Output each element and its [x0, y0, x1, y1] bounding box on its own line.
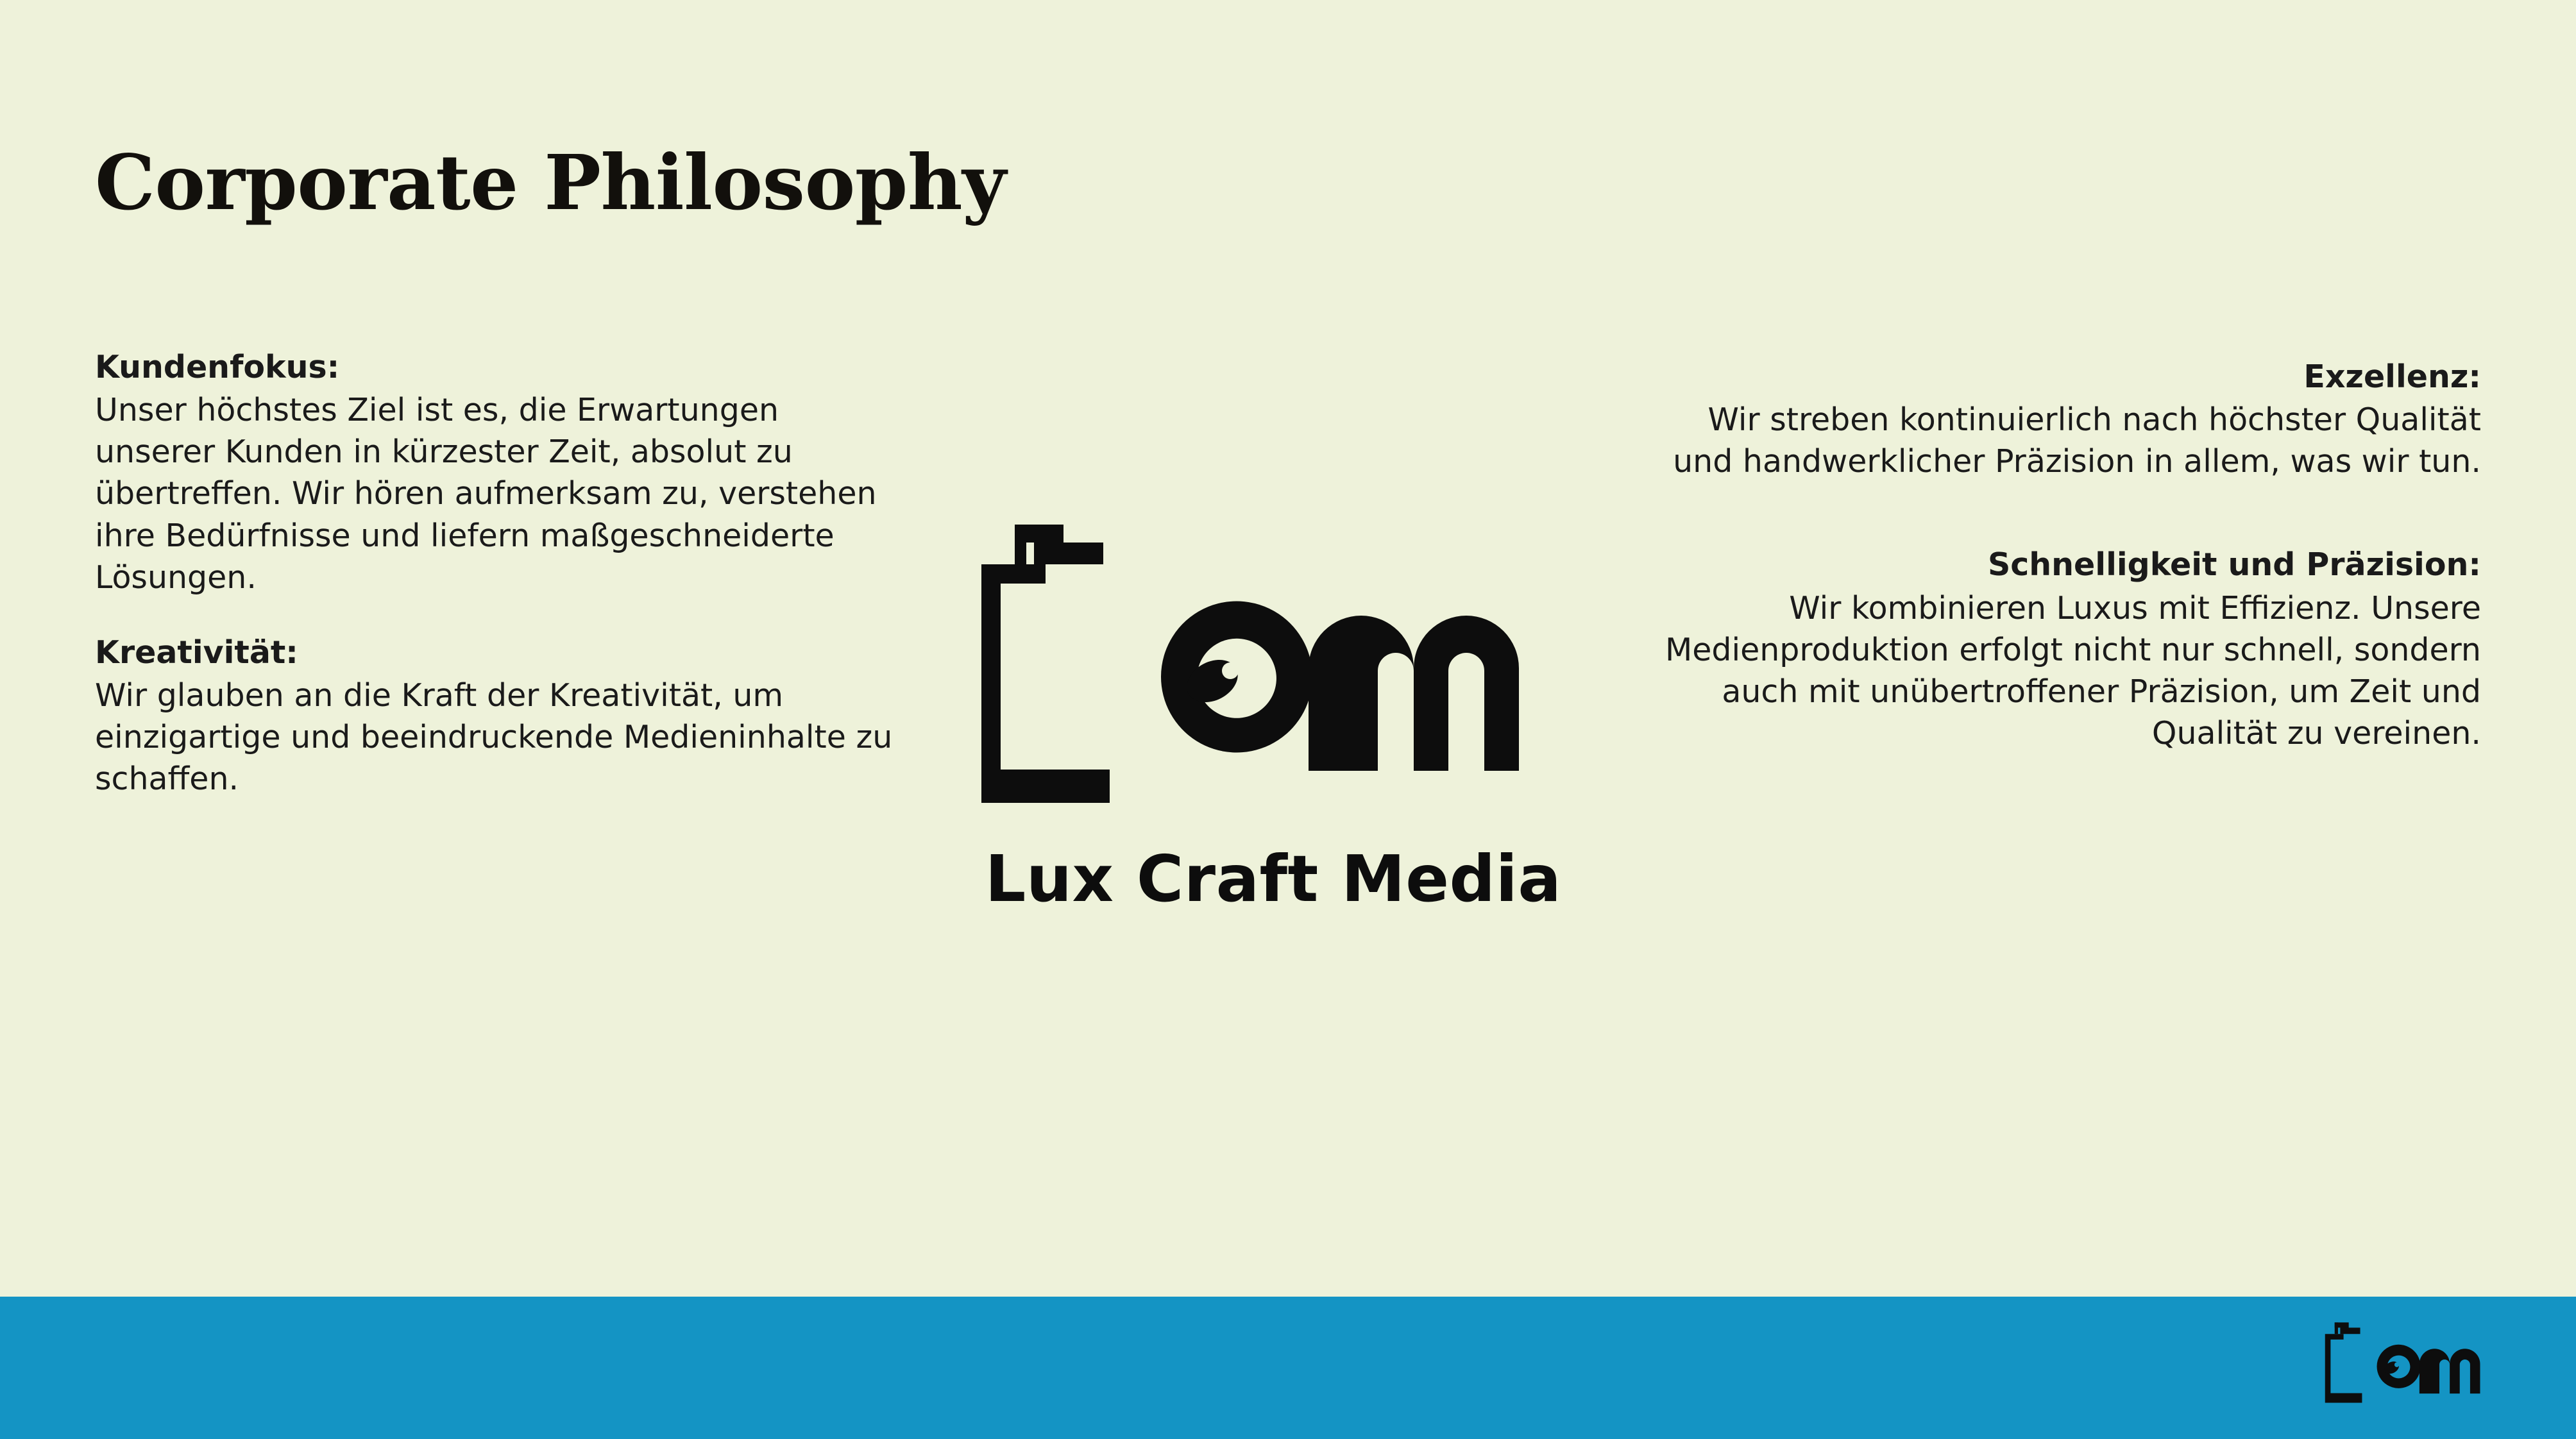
block-body: Wir streben kontinuierlich nach höchster Qualität und handwerklicher Präzision in allem, was wir tun. [1673, 401, 2481, 480]
lcm-camera-icon-footer [2313, 1321, 2505, 1417]
brand-logo [965, 519, 1581, 916]
block-heading: Schnelligkeit und Präzision: [1987, 546, 2481, 584]
lcm-camera-icon [975, 519, 1572, 853]
block-heading: Exzellenz: [2303, 358, 2481, 395]
philosophy-block-kundenfokus [95, 346, 897, 598]
block-heading: Kundenfokus: [95, 349, 340, 385]
right-text-column [1647, 356, 2481, 816]
block-heading: Kreativität: [95, 634, 298, 671]
block-body: Wir kombinieren Luxus mit Effizienz. Unsere Medienproduktion erfolgt nicht nur schnell, sondern auch mit unübertroffener Präzision, um Zeit und Qualität zu vereinen. [1665, 589, 2481, 752]
block-body-continued: schaffen. [95, 761, 239, 798]
left-text-column [95, 346, 897, 800]
logo-wordmark: Lux Craft Media [985, 841, 1562, 916]
philosophy-block-schnelligkeit [1647, 544, 2481, 754]
philosophy-block-exzellenz [1647, 356, 2481, 482]
block-body: Unser höchstes Ziel ist es, die Erwartungen unserer Kunden in kürzester Zeit, absolut zu übertreffen. Wir hören aufmerksam zu, verstehen ihre Bedürfnisse und liefern maßgeschneiderte Lösungen. [95, 392, 877, 596]
footer-bar [0, 1297, 2576, 1439]
philosophy-block-kreativitaet [95, 632, 897, 800]
page-title: Corporate Philosophy [95, 138, 1006, 227]
block-body: Wir glauben an die Kraft der Kreativität, um einzigartige und beeindruckende Medieninhalte zu [95, 677, 893, 756]
